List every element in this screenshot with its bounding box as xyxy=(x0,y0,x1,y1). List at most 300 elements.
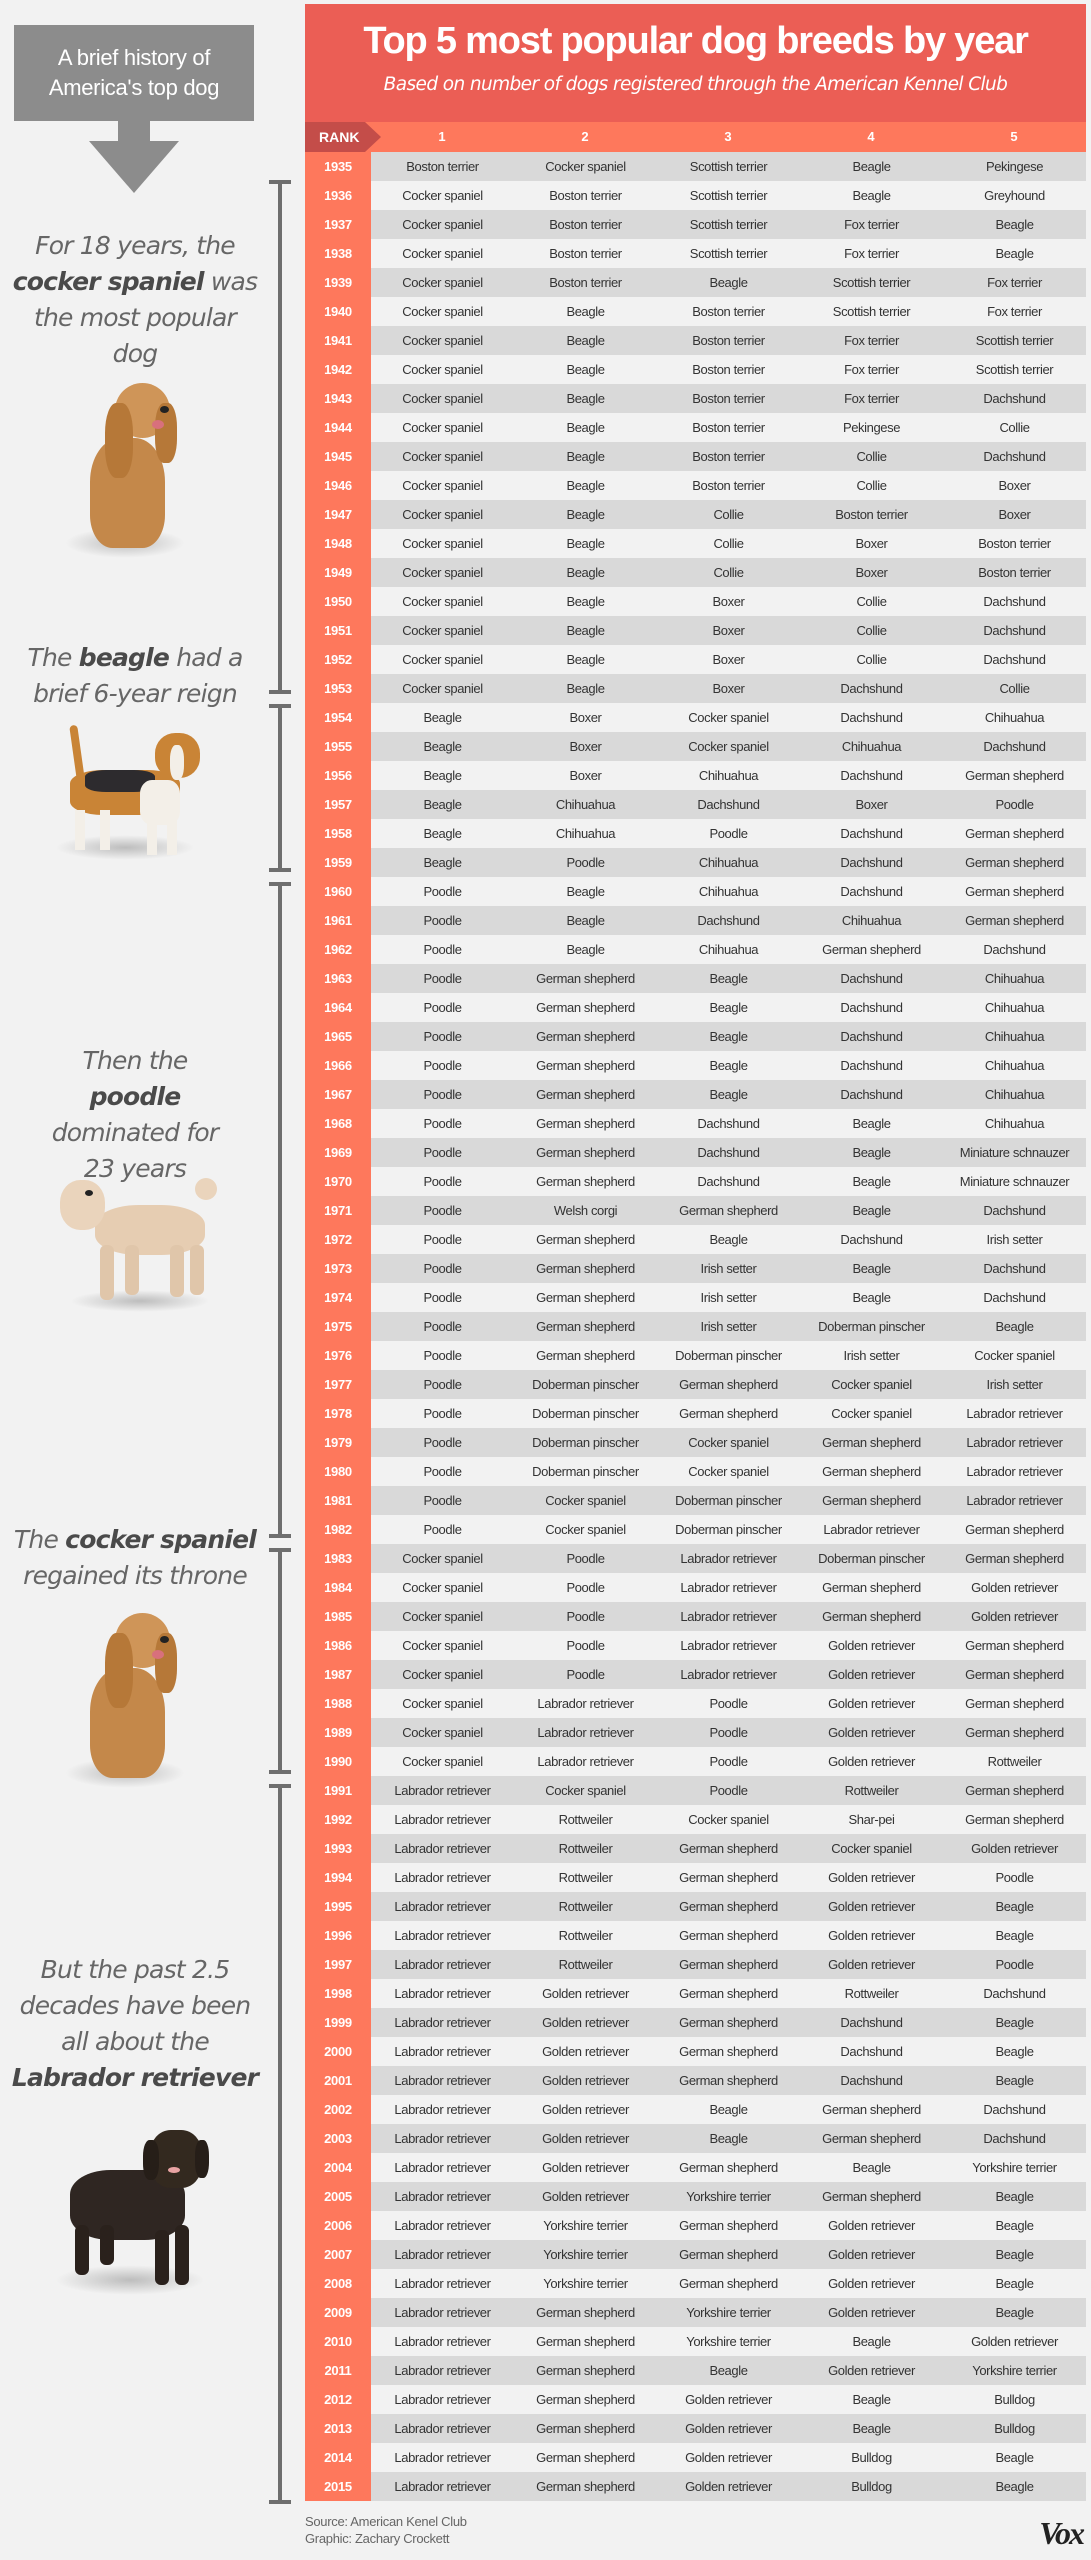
breed-cell-rank-3: Golden retriever xyxy=(685,2450,772,2465)
breed-cell-rank-4: Bulldog xyxy=(851,2450,892,2465)
breed-cells xyxy=(371,2037,1086,2066)
year-cell: 1975 xyxy=(305,1312,371,1341)
breed-cell-rank-5: Dachshund xyxy=(983,652,1046,667)
year-cell: 1944 xyxy=(305,413,371,442)
breed-cells xyxy=(371,500,1086,529)
breed-cell-rank-1: Labrador retriever xyxy=(394,2015,491,2030)
breed-cells xyxy=(371,297,1086,326)
breed-cell-rank-2: Beagle xyxy=(566,652,605,667)
year-cell: 1996 xyxy=(305,1921,371,1950)
breed-cell-rank-2: Golden retriever xyxy=(542,2131,629,2146)
breed-cell-rank-1: Labrador retriever xyxy=(394,2305,491,2320)
breed-cell-rank-3: Chihuahua xyxy=(698,942,759,957)
year-cell: 2004 xyxy=(305,2153,371,2182)
table-row xyxy=(305,761,1086,790)
breed-cell-rank-3: Poodle xyxy=(709,1783,748,1798)
era-bracket-beagle xyxy=(269,704,291,872)
table-row xyxy=(305,442,1086,471)
breed-cell-rank-5: Dachshund xyxy=(983,1261,1046,1276)
breed-cell-rank-5: Golden retriever xyxy=(971,2334,1058,2349)
breed-cell-rank-5: Dachshund xyxy=(983,2102,1046,2117)
breed-cell-rank-3: Irish setter xyxy=(700,1261,757,1276)
year-cell: 1945 xyxy=(305,442,371,471)
table-row xyxy=(305,848,1086,877)
breed-cell-rank-3: Poodle xyxy=(709,1696,748,1711)
breed-cells xyxy=(371,2008,1086,2037)
breed-cell-rank-5: German shepherd xyxy=(965,768,1064,783)
breed-cells xyxy=(371,1341,1086,1370)
table-row xyxy=(305,1689,1086,1718)
year-cell: 1976 xyxy=(305,1341,371,1370)
year-cell: 1937 xyxy=(305,210,371,239)
breed-cell-rank-5: German shepherd xyxy=(965,1783,1064,1798)
breed-cell-rank-2: German shepherd xyxy=(536,1145,635,1160)
breed-cell-rank-3: German shepherd xyxy=(679,1928,778,1943)
table-row xyxy=(305,2385,1086,2414)
breed-table xyxy=(305,152,1086,2501)
year-cell: 1993 xyxy=(305,1834,371,1863)
year-cell: 1980 xyxy=(305,1457,371,1486)
breed-cells xyxy=(371,384,1086,413)
breed-cell-rank-1: Boston terrier xyxy=(406,159,479,174)
breed-cell-rank-5: German shepherd xyxy=(965,1725,1064,1740)
breed-cell-rank-3: Dachshund xyxy=(697,797,760,812)
breed-cell-rank-1: Cocker spaniel xyxy=(402,420,483,435)
table-row xyxy=(305,181,1086,210)
breed-cell-rank-5: Dachshund xyxy=(983,449,1046,464)
breed-cell-rank-2: Poodle xyxy=(566,1638,605,1653)
story-cocker-spaniel-era-1: For 18 years, the cocker spaniel was the most popular dog xyxy=(12,231,258,368)
breed-cell-rank-3: Golden retriever xyxy=(685,2479,772,2494)
breed-cell-rank-5: German shepherd xyxy=(965,1551,1064,1566)
breed-cell-rank-4: Golden retriever xyxy=(828,2218,915,2233)
breed-cell-rank-4: Beagle xyxy=(852,2392,891,2407)
year-cell: 2014 xyxy=(305,2443,371,2472)
table-row xyxy=(305,1515,1086,1544)
breed-cell-rank-2: German shepherd xyxy=(536,2305,635,2320)
breed-cell-rank-4: Collie xyxy=(856,478,887,493)
breed-cell-rank-3: Scottish terrier xyxy=(689,188,768,203)
breed-cell-rank-1: Labrador retriever xyxy=(394,2102,491,2117)
rank-header-row xyxy=(305,122,1086,152)
breed-cell-rank-2: German shepherd xyxy=(536,2450,635,2465)
year-cell: 1958 xyxy=(305,819,371,848)
breed-cell-rank-4: German shepherd xyxy=(822,942,921,957)
year-cell: 1991 xyxy=(305,1776,371,1805)
down-arrow-icon xyxy=(89,141,179,193)
table-row xyxy=(305,1225,1086,1254)
graphic-credit: Graphic: Zachary Crockett xyxy=(305,2531,450,2546)
breed-cell-rank-3: Collie xyxy=(713,536,744,551)
breed-cell-rank-1: Cocker spaniel xyxy=(402,1609,483,1624)
breed-cell-rank-1: Labrador retriever xyxy=(394,2247,491,2262)
table-row xyxy=(305,1254,1086,1283)
breed-cell-rank-1: Labrador retriever xyxy=(394,2392,491,2407)
breed-cell-rank-5: Pekingese xyxy=(985,159,1044,174)
breed-cell-rank-4: Golden retriever xyxy=(828,1957,915,1972)
breed-cell-rank-2: Poodle xyxy=(566,1580,605,1595)
breed-cell-rank-1: Cocker spaniel xyxy=(402,362,483,377)
breed-cell-rank-4: Dachshund xyxy=(840,710,903,725)
breed-cell-rank-4: Dachshund xyxy=(840,971,903,986)
table-row xyxy=(305,1602,1086,1631)
table-row xyxy=(305,2472,1086,2501)
table-row xyxy=(305,2095,1086,2124)
breed-cell-rank-3: Beagle xyxy=(709,971,748,986)
year-cell: 1962 xyxy=(305,935,371,964)
story-cocker-spaniel-era-2: The cocker spaniel regained its throne xyxy=(13,1525,257,1590)
breed-cell-rank-1: Labrador retriever xyxy=(394,2450,491,2465)
breed-cell-rank-1: Beagle xyxy=(423,710,462,725)
breed-cell-rank-4: German shepherd xyxy=(822,1435,921,1450)
breed-cell-rank-5: Chihuahua xyxy=(984,1000,1045,1015)
breed-cell-rank-1: Poodle xyxy=(423,1058,462,1073)
breed-cell-rank-5: Miniature schnauzer xyxy=(959,1174,1070,1189)
breed-cell-rank-1: Cocker spaniel xyxy=(402,1696,483,1711)
breed-cells xyxy=(371,2327,1086,2356)
breed-cell-rank-1: Poodle xyxy=(423,1000,462,1015)
breed-cell-rank-2: Beagle xyxy=(566,942,605,957)
breed-cell-rank-4: Irish setter xyxy=(843,1348,900,1363)
breed-cell-rank-2: Rottweiler xyxy=(558,1928,613,1943)
breed-cell-rank-2: German shepherd xyxy=(536,1174,635,1189)
breed-cell-rank-4: Rottweiler xyxy=(844,1986,899,2001)
breed-cell-rank-4: Dachshund xyxy=(840,1087,903,1102)
table-row xyxy=(305,1428,1086,1457)
year-cell: 1990 xyxy=(305,1747,371,1776)
breed-cell-rank-5: Rottweiler xyxy=(987,1754,1042,1769)
breed-cell-rank-2: Yorkshire terrier xyxy=(543,2276,628,2291)
breed-cell-rank-3: Yorkshire terrier xyxy=(686,2305,771,2320)
breed-cell-rank-5: Chihuahua xyxy=(984,710,1045,725)
breed-cell-rank-4: Collie xyxy=(856,594,887,609)
vox-logo: Vox xyxy=(1039,2515,1083,2551)
breed-cell-rank-3: Labrador retriever xyxy=(680,1551,777,1566)
breed-cells xyxy=(371,1428,1086,1457)
breed-cells xyxy=(371,732,1086,761)
breed-cell-rank-4: Beagle xyxy=(852,2421,891,2436)
rank-header-4: 4 xyxy=(867,129,875,144)
table-row xyxy=(305,1283,1086,1312)
breed-cell-rank-4: Fox terrier xyxy=(844,217,899,232)
table-row xyxy=(305,1022,1086,1051)
breed-cell-rank-3: German shepherd xyxy=(679,2218,778,2233)
breed-cells xyxy=(371,1022,1086,1051)
breed-cell-rank-4: Cocker spaniel xyxy=(831,1406,912,1421)
breed-cell-rank-3: Beagle xyxy=(709,1232,748,1247)
year-cell: 1938 xyxy=(305,239,371,268)
table-row xyxy=(305,1747,1086,1776)
breed-cell-rank-3: Chihuahua xyxy=(698,884,759,899)
breed-cell-rank-5: Golden retriever xyxy=(971,1841,1058,1856)
breed-cell-rank-4: Beagle xyxy=(852,1203,891,1218)
year-cell: 2011 xyxy=(305,2356,371,2385)
table-row xyxy=(305,1486,1086,1515)
breed-cells xyxy=(371,442,1086,471)
breed-cells xyxy=(371,1515,1086,1544)
breed-cells xyxy=(371,2443,1086,2472)
year-cell: 2009 xyxy=(305,2298,371,2327)
breed-cell-rank-1: Poodle xyxy=(423,1406,462,1421)
breed-cell-rank-5: German shepherd xyxy=(965,855,1064,870)
breed-cell-rank-1: Labrador retriever xyxy=(394,1899,491,1914)
year-cell: 2000 xyxy=(305,2037,371,2066)
table-row xyxy=(305,1718,1086,1747)
breed-cell-rank-2: Beagle xyxy=(566,391,605,406)
breed-cell-rank-4: Fox terrier xyxy=(844,333,899,348)
breed-cells xyxy=(371,239,1086,268)
breed-cell-rank-3: German shepherd xyxy=(679,2247,778,2262)
breed-cell-rank-2: Beagle xyxy=(566,333,605,348)
breed-cell-rank-1: Labrador retriever xyxy=(394,2334,491,2349)
breed-cell-rank-2: Golden retriever xyxy=(542,2044,629,2059)
breed-cell-rank-3: Boston terrier xyxy=(692,333,765,348)
table-row xyxy=(305,529,1086,558)
breed-cell-rank-2: Chihuahua xyxy=(555,797,616,812)
breed-cell-rank-5: Beagle xyxy=(995,2276,1034,2291)
breed-cell-rank-1: Poodle xyxy=(423,1493,462,1508)
breed-cell-rank-5: Chihuahua xyxy=(984,971,1045,986)
breed-cell-rank-5: German shepherd xyxy=(965,1638,1064,1653)
table-row xyxy=(305,413,1086,442)
breed-cells xyxy=(371,2211,1086,2240)
breed-cells xyxy=(371,355,1086,384)
breed-cell-rank-2: Chihuahua xyxy=(555,826,616,841)
breed-cell-rank-3: German shepherd xyxy=(679,1841,778,1856)
breed-cell-rank-2: Cocker spaniel xyxy=(545,1783,626,1798)
breed-cell-rank-5: Dachshund xyxy=(983,1290,1046,1305)
breed-cell-rank-5: Bulldog xyxy=(994,2421,1035,2436)
breed-cell-rank-1: Labrador retriever xyxy=(394,1783,491,1798)
year-cell: 2003 xyxy=(305,2124,371,2153)
source-text: Source: American Kenel Club xyxy=(305,2514,467,2529)
breed-cells xyxy=(371,1370,1086,1399)
breed-cell-rank-4: Dachshund xyxy=(840,768,903,783)
down-arrow-stem-icon xyxy=(118,121,150,141)
breed-cell-rank-2: German shepherd xyxy=(536,1087,635,1102)
breed-cells xyxy=(371,2356,1086,2385)
breed-cell-rank-4: Golden retriever xyxy=(828,2276,915,2291)
breed-cell-rank-4: Beagle xyxy=(852,1145,891,1160)
breed-cell-rank-2: Beagle xyxy=(566,478,605,493)
breed-cells xyxy=(371,2124,1086,2153)
breed-cell-rank-1: Labrador retriever xyxy=(394,1841,491,1856)
breed-cells xyxy=(371,1399,1086,1428)
breed-cells xyxy=(371,906,1086,935)
breed-cells xyxy=(371,1080,1086,1109)
breed-cell-rank-2: Beagle xyxy=(566,594,605,609)
year-cell: 1973 xyxy=(305,1254,371,1283)
breed-cell-rank-3: Doberman pinscher xyxy=(675,1522,782,1537)
breed-cell-rank-4: Golden retriever xyxy=(828,1754,915,1769)
table-row xyxy=(305,2414,1086,2443)
breed-cell-rank-2: Poodle xyxy=(566,1551,605,1566)
breed-cell-rank-3: Boxer xyxy=(712,594,745,609)
era-bracket-cocker-spaniel-2 xyxy=(269,1548,291,1774)
breed-cell-rank-1: Poodle xyxy=(423,1435,462,1450)
breed-cell-rank-1: Labrador retriever xyxy=(394,1870,491,1885)
breed-cell-rank-5: Dachshund xyxy=(983,1203,1046,1218)
breed-cells xyxy=(371,2385,1086,2414)
breed-cell-rank-1: Labrador retriever xyxy=(394,1957,491,1972)
breed-cell-rank-2: German shepherd xyxy=(536,971,635,986)
year-cell: 1942 xyxy=(305,355,371,384)
breed-cell-rank-1: Poodle xyxy=(423,1464,462,1479)
breed-cell-rank-5: Yorkshire terrier xyxy=(972,2160,1057,2175)
breed-cell-rank-2: Boxer xyxy=(569,710,602,725)
breed-cells xyxy=(371,1631,1086,1660)
table-row xyxy=(305,2066,1086,2095)
breed-cell-rank-5: Beagle xyxy=(995,1319,1034,1334)
table-row xyxy=(305,2240,1086,2269)
cocker-spaniel-image-2 xyxy=(60,1608,190,1788)
breed-cell-rank-3: Irish setter xyxy=(700,1319,757,1334)
breed-cell-rank-2: Doberman pinscher xyxy=(532,1406,639,1421)
breed-cell-rank-3: Cocker spaniel xyxy=(688,1464,769,1479)
year-cell: 1983 xyxy=(305,1544,371,1573)
table-row xyxy=(305,1805,1086,1834)
breed-cell-rank-1: Poodle xyxy=(423,1522,462,1537)
table-row xyxy=(305,2153,1086,2182)
breed-cell-rank-2: Boston terrier xyxy=(549,246,622,261)
year-cell: 1989 xyxy=(305,1718,371,1747)
breed-cell-rank-1: Cocker spaniel xyxy=(402,478,483,493)
breed-cell-rank-3: Collie xyxy=(713,565,744,580)
table-row xyxy=(305,471,1086,500)
year-cell: 1955 xyxy=(305,732,371,761)
table-row xyxy=(305,877,1086,906)
breed-cell-rank-5: German shepherd xyxy=(965,826,1064,841)
breed-cell-rank-1: Poodle xyxy=(423,1145,462,1160)
breed-cells xyxy=(371,1457,1086,1486)
breed-cell-rank-3: Boston terrier xyxy=(692,478,765,493)
breed-cells xyxy=(371,1109,1086,1138)
table-row xyxy=(305,819,1086,848)
breed-cell-rank-5: Dachshund xyxy=(983,942,1046,957)
table-row xyxy=(305,1312,1086,1341)
breed-cell-rank-2: Labrador retriever xyxy=(537,1696,634,1711)
breed-cell-rank-3: German shepherd xyxy=(679,2044,778,2059)
breed-cell-rank-1: Cocker spaniel xyxy=(402,1667,483,1682)
breed-cell-rank-3: Scottish terrier xyxy=(689,246,768,261)
breed-cell-rank-1: Cocker spaniel xyxy=(402,391,483,406)
breed-cell-rank-1: Cocker spaniel xyxy=(402,652,483,667)
breed-cells xyxy=(371,819,1086,848)
breed-cell-rank-3: Beagle xyxy=(709,1058,748,1073)
year-cell: 1988 xyxy=(305,1689,371,1718)
breed-cell-rank-5: Chihuahua xyxy=(984,1058,1045,1073)
table-row xyxy=(305,964,1086,993)
breed-cell-rank-1: Cocker spaniel xyxy=(402,1754,483,1769)
table-row xyxy=(305,732,1086,761)
breed-cell-rank-2: Yorkshire terrier xyxy=(543,2218,628,2233)
breed-cell-rank-1: Labrador retriever xyxy=(394,1928,491,1943)
year-cell: 1959 xyxy=(305,848,371,877)
breed-cell-rank-5: Beagle xyxy=(995,217,1034,232)
breed-cell-rank-5: Dachshund xyxy=(983,1986,1046,2001)
table-row xyxy=(305,1080,1086,1109)
rank-header-3: 3 xyxy=(724,129,732,144)
breed-cell-rank-1: Poodle xyxy=(423,1290,462,1305)
year-cell: 1946 xyxy=(305,471,371,500)
breed-cells xyxy=(371,2472,1086,2501)
breed-cell-rank-2: Cocker spaniel xyxy=(545,1522,626,1537)
breed-cells xyxy=(371,1950,1086,1979)
breed-cell-rank-4: Bulldog xyxy=(851,2479,892,2494)
breed-cells xyxy=(371,2066,1086,2095)
breed-cell-rank-2: Rottweiler xyxy=(558,1870,613,1885)
table-row xyxy=(305,1834,1086,1863)
year-cell: 1936 xyxy=(305,181,371,210)
breed-cell-rank-1: Poodle xyxy=(423,1087,462,1102)
breed-cell-rank-2: Welsh corgi xyxy=(553,1203,618,1218)
breed-cell-rank-1: Cocker spaniel xyxy=(402,188,483,203)
breed-cell-rank-3: Poodle xyxy=(709,826,748,841)
breed-cell-rank-1: Poodle xyxy=(423,1319,462,1334)
breed-cell-rank-2: Labrador retriever xyxy=(537,1754,634,1769)
year-cell: 2012 xyxy=(305,2385,371,2414)
table-row xyxy=(305,1138,1086,1167)
breed-cell-rank-3: German shepherd xyxy=(679,1406,778,1421)
table-row xyxy=(305,674,1086,703)
breed-cell-rank-5: Poodle xyxy=(995,1870,1034,1885)
year-cell: 1948 xyxy=(305,529,371,558)
year-cell: 1966 xyxy=(305,1051,371,1080)
breed-cell-rank-5: Yorkshire terrier xyxy=(972,2363,1057,2378)
breed-cells xyxy=(371,1892,1086,1921)
table-row xyxy=(305,1544,1086,1573)
year-cell: 1952 xyxy=(305,645,371,674)
table-row xyxy=(305,500,1086,529)
table-row xyxy=(305,2269,1086,2298)
year-cell: 2015 xyxy=(305,2472,371,2501)
breed-cells xyxy=(371,1225,1086,1254)
breed-cells xyxy=(371,993,1086,1022)
breed-cell-rank-4: Fox terrier xyxy=(844,246,899,261)
breed-cell-rank-1: Labrador retriever xyxy=(394,2363,491,2378)
breed-cell-rank-2: Beagle xyxy=(566,420,605,435)
table-row xyxy=(305,790,1086,819)
table-row xyxy=(305,239,1086,268)
breed-cells xyxy=(371,877,1086,906)
breed-cell-rank-1: Labrador retriever xyxy=(394,2131,491,2146)
breed-cell-rank-4: Beagle xyxy=(852,1261,891,1276)
breed-cell-rank-5: Collie xyxy=(999,420,1030,435)
breed-cells xyxy=(371,645,1086,674)
year-cell: 1986 xyxy=(305,1631,371,1660)
year-cell: 2002 xyxy=(305,2095,371,2124)
year-cell: 1981 xyxy=(305,1486,371,1515)
breed-cell-rank-4: Golden retriever xyxy=(828,1667,915,1682)
table-row xyxy=(305,935,1086,964)
breed-cell-rank-2: German shepherd xyxy=(536,1058,635,1073)
table-row xyxy=(305,1109,1086,1138)
era-bracket-labrador xyxy=(269,1784,291,2504)
breed-cell-rank-4: Golden retriever xyxy=(828,1696,915,1711)
breed-cell-rank-5: German shepherd xyxy=(965,1696,1064,1711)
breed-cell-rank-3: Beagle xyxy=(709,2363,748,2378)
breed-cell-rank-2: Poodle xyxy=(566,1609,605,1624)
breed-cell-rank-5: Boston terrier xyxy=(978,536,1051,551)
breed-cells xyxy=(371,1834,1086,1863)
year-cell: 1970 xyxy=(305,1167,371,1196)
breed-cell-rank-4: Fox terrier xyxy=(844,362,899,377)
breed-cell-rank-2: German shepherd xyxy=(536,2392,635,2407)
breed-cell-rank-5: Scottish terrier xyxy=(975,362,1054,377)
breed-cell-rank-3: Beagle xyxy=(709,275,748,290)
breed-cell-rank-5: Dachshund xyxy=(983,391,1046,406)
year-cell: 1960 xyxy=(305,877,371,906)
